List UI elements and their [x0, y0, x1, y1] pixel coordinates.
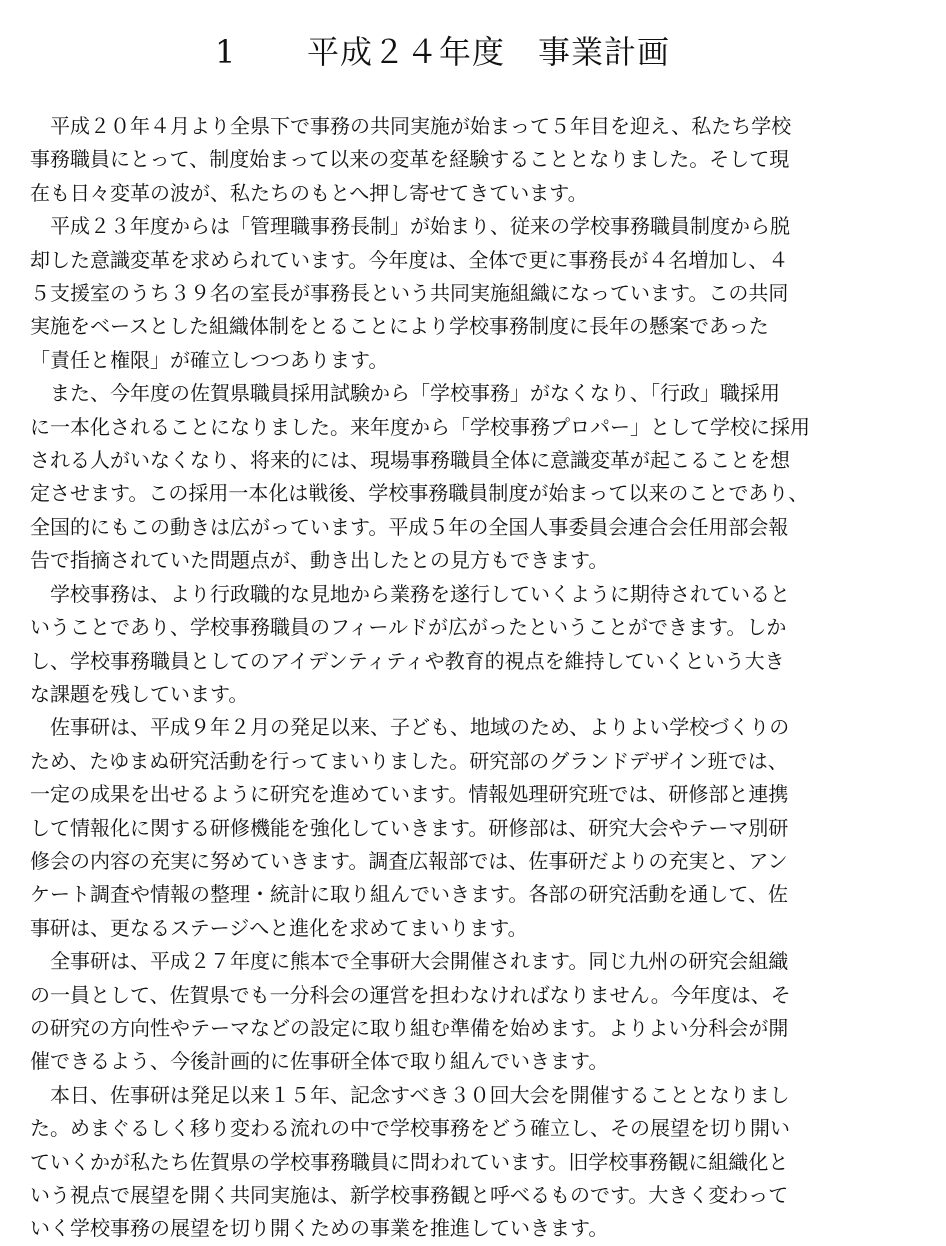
text-line: た。めまぐるしく移り変わる流れの中で学校事務をどう確立し、その展望を切り開い [30, 1116, 790, 1141]
text-line: 本日、佐事研は発足以来１５年、記念すべき３０回大会を開催することとなりまし [50, 1082, 790, 1107]
text-line: な課題を残しています。 [30, 681, 249, 706]
text-line: 実施をベースとした組織体制をとることにより学校事務制度に長年の懸案であった [30, 314, 769, 339]
text-line: 平成２３年度からは「管理職事務長制」が始まり、従来の学校事務職員制度から脱 [50, 214, 790, 239]
section-title: 平成２４年度 事業計画 [307, 33, 671, 71]
text-line: し、学校事務職員としてのアイデンティティや教育的視点を維持していくという大き [30, 648, 785, 673]
text-line: 却した意識変革を求められています。今年度は、全体で更に事務長が４名増加し、４ [30, 247, 789, 272]
text-line: 佐事研は、平成９年２月の発足以来、子ども、地域のため、よりよい学校づくりの [50, 715, 790, 740]
text-line: 事務職員にとって、制度始まって以来の変革を経験することとなりました。そして現 [30, 147, 790, 172]
text-line: 事研は、更なるステージへと進化を求めてまいります。 [30, 915, 528, 940]
text-line: ていくかが私たち佐賀県の学校事務職員に問われています。旧学校事務観に組織化と [30, 1149, 789, 1174]
text-line: の一員として、佐賀県でも一分科会の運営を担わなければなりません。今年度は、そ [30, 982, 791, 1007]
text-line: 一定の成果を出せるように研究を進めています。情報処理研究班では、研修部と連携 [30, 782, 789, 807]
paragraph [30, 210, 894, 377]
text-line: の研究の方向性やテーマなどの設定に取り組む準備を始めます。よりよい分科会が開 [30, 1015, 789, 1040]
text-line: いう視点で展望を開く共同実施は、新学校事務観と呼べるものです。大きく変わって [30, 1183, 789, 1207]
text-line: 学校事務は、より行政職的な見地から業務を遂行していくように期待されていると [50, 581, 790, 606]
text-line: ５支援室のうち３９名の室長が事務長という共同実施組織になっています。この共同 [30, 281, 789, 306]
page-title [30, 28, 894, 76]
text-line: に一本化されることになりました。来年度から「学校事務プロパー」として学校に採用 [30, 414, 810, 439]
section-number: 1 [215, 33, 237, 71]
text-line: 修会の内容の充実に努めていきます。調査広報部では、佐事研だよりの充実と、アン [30, 848, 788, 873]
text-line: して情報化に関する研修機能を強化していきます。研修部は、研究大会やテーマ別研 [30, 815, 789, 840]
text-line: ケート調査や情報の整理・統計に取り組んでいきます。各部の研究活動を通して、佐 [30, 882, 788, 907]
paragraph [30, 1079, 894, 1246]
text-line: また、今年度の佐賀県職員採用試験から「学校事務」がなくなり、「行政」職採用 [50, 381, 780, 406]
text-line: 催できるよう、今後計画的に佐事研全体で取り組んでいきます。 [30, 1049, 609, 1074]
text-line: いうことであり、学校事務職員のフィールドが広がったということができます。しか [30, 615, 787, 640]
text-line: 定させます。この採用一本化は戦後、学校事務職員制度が始まって以来のことであり、 [30, 481, 809, 506]
text-line: ため、たゆまぬ研究活動を行ってまいりました。研究部のグランドデザイン班では、 [30, 748, 788, 773]
paragraph [30, 110, 894, 210]
paragraph [30, 377, 894, 577]
document-body [30, 110, 894, 1246]
text-line: 在も日々変革の波が、私たちのもとへ押し寄せてきています。 [30, 180, 588, 205]
text-line: いく学校事務の展望を切り開くための事業を推進していきます。 [30, 1216, 609, 1241]
text-line: 全国的にもこの動きは広がっています。平成５年の全国人事委員会連合会任用部会報 [30, 514, 789, 539]
text-line: 平成２０年４月より全県下で事務の共同実施が始まって５年目を迎え、私たち学校 [50, 114, 792, 138]
paragraph [30, 945, 894, 1079]
text-line: 告で指摘されていた問題点が、動き出したとの見方もできます。 [30, 548, 609, 573]
paragraph [30, 578, 894, 712]
text-line: 「責任と権限」が確立しつつあります。 [30, 347, 389, 372]
text-line: 全事研は、平成２７年度に熊本で全事研大会開催されます。同じ九州の研究会組織 [50, 949, 789, 974]
paragraph [30, 711, 894, 945]
text-line: される人がいなくなり、将来的には、現場事務職員全体に意識変革が起こることを想 [30, 448, 790, 473]
